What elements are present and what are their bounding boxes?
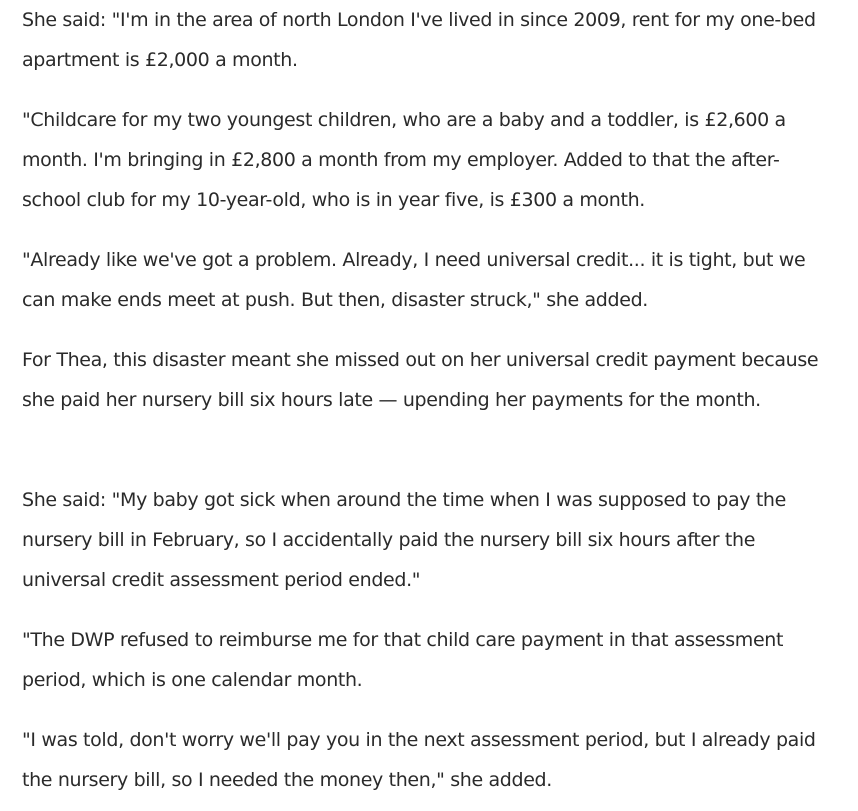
article-paragraph: "The DWP refused to reimburse me for that child care payment in that assessment period, which is one calendar month. (22, 629, 784, 691)
article-paragraph: For Thea, this disaster meant she missed out on her universal credit payment because she paid her nursery bill six hours late — upending her payments for the month. (22, 349, 819, 411)
article-paragraph: She said: "My baby got sick when around the time when I was supposed to pay the nursery bill in February, so I accidentally paid the nursery bill six hours after the universal credit assessment period ended." (22, 489, 786, 591)
article-paragraph: "I was told, don't worry we'll pay you in the next assessment period, but I already paid the nursery bill, so I needed the money then," she added. (22, 729, 816, 791)
article-paragraph: "Childcare for my two youngest children, who are a baby and a toddler, is £2,600 a month. I'm bringing in £2,800 a month from my employer. Added to that the after-school club for my 10-year-old, who is in year five, is £300 a month. (22, 109, 786, 211)
article-paragraph: She said: "I'm in the area of north London I've lived in since 2009, rent for my one-bed apartment is £2,000 a month. (22, 9, 816, 71)
article-paragraph: "Already like we've got a problem. Already, I need universal credit... it is tight, but we can make ends meet at push. But then, disaster struck," she added. (22, 249, 806, 311)
